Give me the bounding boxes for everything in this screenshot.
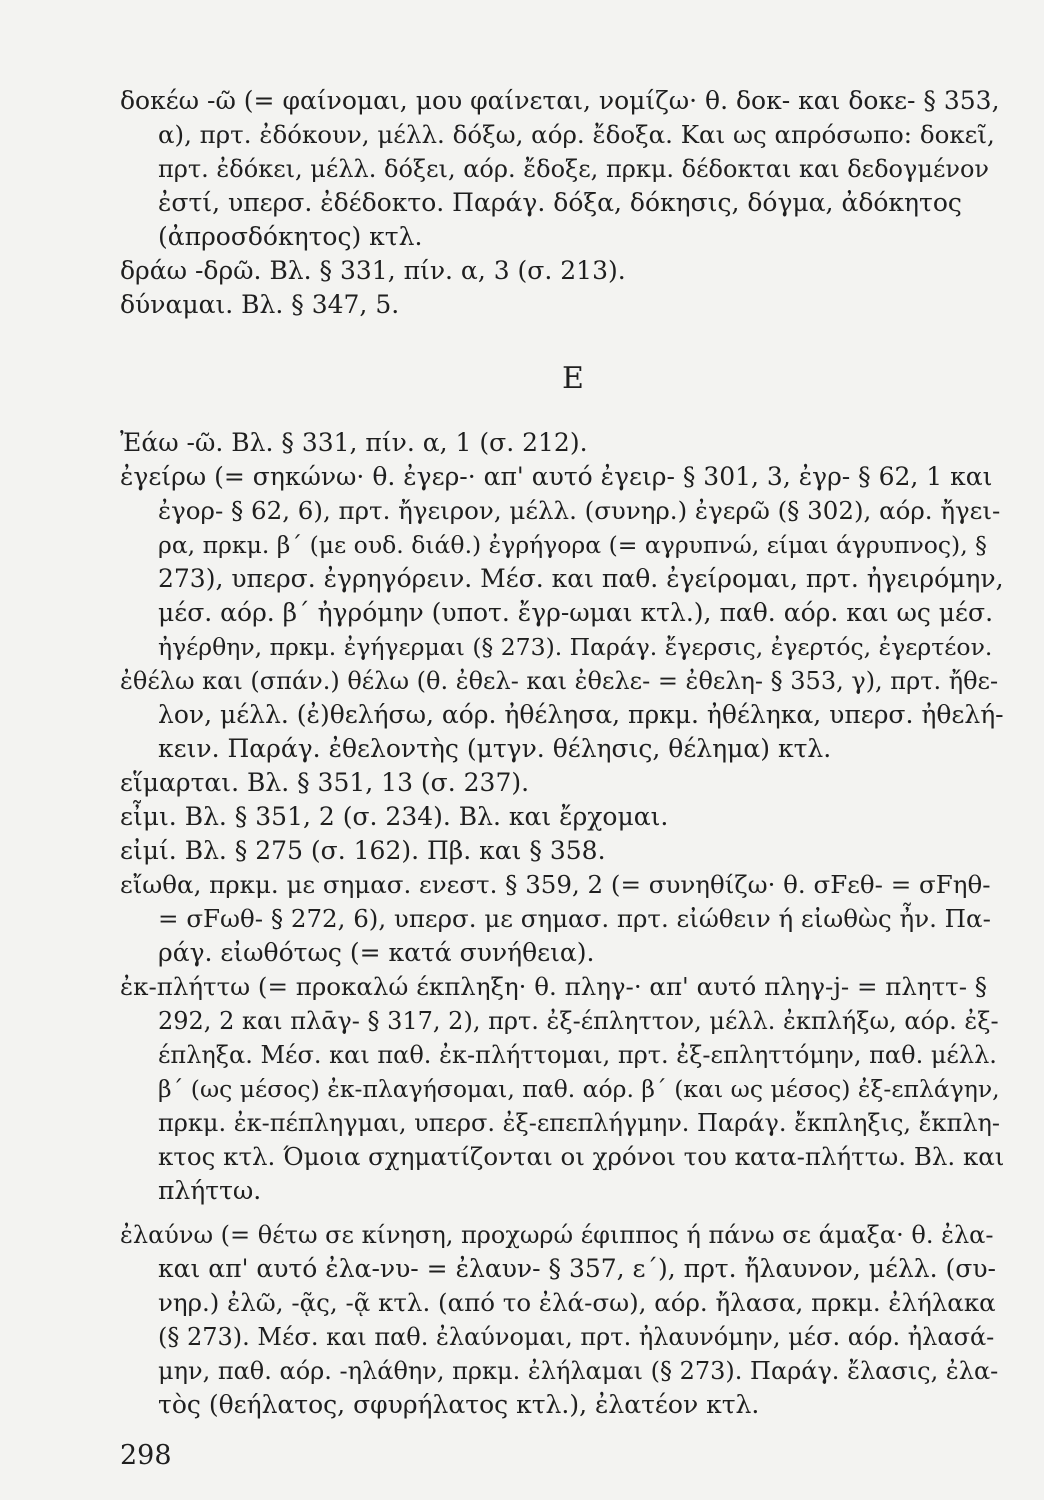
section-letter: Ε: [562, 361, 584, 396]
text-line: πρκμ. ἐκ-πέπληγμαι, υπερσ. ἐξ-επεπλήγμην. Παράγ. ἔκπληξις, ἔκπλη-: [158, 1109, 1001, 1137]
text-line: εἶμι. Βλ. § 351, 2 (σ. 234). Βλ. και ἔρχομαι.: [120, 802, 669, 831]
text-line: ἠγέρθην, πρκμ. ἐγήγερμαι (§ 273). Παράγ. ἔγερσις, ἐγερτός, ἐγερτέον.: [158, 633, 993, 661]
text-line: β΄ (ως μέσος) ἐκ-πλαγήσομαι, παθ. αόρ. β΄ (και ως μέσος) ἐξ-επλάγην,: [158, 1075, 1000, 1103]
text-line: νηρ.) ἐλῶ, -ᾷς, -ᾷ κτλ. (από το ἐλά-σω), αόρ. ἤλασα, πρκμ. ἐλήλακα: [158, 1288, 996, 1317]
text-line: δράω -δρῶ. Βλ. § 331, πίν. α, 3 (σ. 213).: [120, 256, 626, 285]
text-line: πλήττω.: [158, 1176, 262, 1205]
text-line: ἐστί, υπερσ. ἐδέδοκτο. Παράγ. δόξα, δόκησις, δόγμα, ἀδόκητος: [158, 188, 962, 217]
text-line: δοκέω -ῶ (= φαίνομαι, μου φαίνεται, νομίζω· θ. δοκ- και δοκε- § 353,: [120, 86, 1000, 115]
page-number: 298: [120, 1440, 172, 1471]
text-line: ἐλαύνω (= θέτω σε κίνηση, προχωρώ έφιππος ή πάνω σε άμαξα· θ. ἐλα-: [120, 1221, 994, 1249]
text-line: ράγ. εἰωθότως (= κατά συνήθεια).: [158, 938, 595, 967]
text-line: εἴωθα, πρκμ. με σημασ. ενεστ. § 359, 2 (= συνηθίζω· θ. σFεθ- = σFηθ-: [120, 870, 991, 899]
text-line: εἰμί. Βλ. § 275 (σ. 162). Πβ. και § 358.: [120, 836, 606, 865]
text-line: ἐθέλω και (σπάν.) θέλω (θ. ἐθελ- και ἐθελε- = ἐθελη- § 353, γ), πρτ. ἤθε-: [120, 667, 999, 695]
text-line: Ἐάω -ῶ. Βλ. § 331, πίν. α, 1 (σ. 212).: [120, 428, 588, 457]
text-line: = σFωθ- § 272, 6), υπερσ. με σημασ. πρτ. εἰώθειν ή εἰωθὼς ἦν. Πα-: [158, 904, 991, 933]
text-line: ρα, πρκμ. β΄ (με ουδ. διάθ.) ἐγρήγορα (= αγρυπνώ, είμαι άγρυπνος), §: [158, 531, 987, 559]
text-line: κτος κτλ. Όμοια σχηματίζονται οι χρόνοι του κατα-πλήττω. Βλ. και: [158, 1142, 1005, 1171]
text-line: ἐγορ- § 62, 6), πρτ. ἤγειρον, μέλλ. (συνηρ.) ἐγερῶ (§ 302), αόρ. ἤγει-: [158, 496, 1001, 525]
text-line: έπληξα. Μέσ. και παθ. ἐκ-πλήττομαι, πρτ. ἐξ-επληττόμην, παθ. μέλλ.: [158, 1041, 997, 1069]
text-line: 292, 2 και πλᾱγ- § 317, 2), πρτ. ἐξ-έπληττον, μέλλ. ἐκπλήξω, αόρ. ἐξ-: [158, 1007, 999, 1035]
text-line: 273), υπερσ. ἐγρηγόρειν. Μέσ. και παθ. ἐγείρομαι, πρτ. ἠγειρόμην,: [158, 564, 1004, 593]
text-line: ἐκ-πλήττω (= προκαλώ έκπληξη· θ. πληγ-· απ' αυτό πληγ-j- = πληττ- §: [120, 972, 988, 1001]
text-line: και απ' αυτό ἐλα-νυ- = ἐλαυν- § 357, ε΄), πρτ. ἤλαυνον, μέλλ. (συ-: [158, 1254, 997, 1283]
text-line: α), πρτ. ἐδόκουν, μέλλ. δόξω, αόρ. ἔδοξα. Και ως απρόσωπο: δοκεῖ,: [158, 120, 995, 149]
text-line: κειν. Παράγ. ἐθελοντὴς (μτγν. θέλησις, θέλημα) κτλ.: [158, 734, 832, 763]
text-line: τὸς (θεήλατος, σφυρήλατος κτλ.), ἐλατέον κτλ.: [158, 1390, 760, 1419]
text-line: (ἀπροσδόκητος) κτλ.: [158, 222, 423, 251]
text-line: δύναμαι. Βλ. § 347, 5.: [120, 290, 400, 319]
text-line: (§ 273). Μέσ. και παθ. ἐλαύνομαι, πρτ. ἠλαυνόμην, μέσ. αόρ. ἠλασά-: [158, 1323, 995, 1351]
text-line: εἵμαρται. Βλ. § 351, 13 (σ. 237).: [120, 768, 530, 797]
text-line: ἐγείρω (= σηκώνω· θ. ἐγερ-· απ' αυτό ἐγειρ- § 301, 3, ἐγρ- § 62, 1 και: [120, 462, 993, 491]
text-line: μέσ. αόρ. β΄ ἠγρόμην (υποτ. ἔγρ-ωμαι κτλ.), παθ. αόρ. και ως μέσ.: [158, 598, 994, 627]
text-line: μην, παθ. αόρ. -ηλάθην, πρκμ. ἐλήλαμαι (§ 273). Παράγ. ἔλασις, ἐλα-: [158, 1357, 999, 1385]
text-line: λον, μέλλ. (ἐ)θελήσω, αόρ. ἠθέλησα, πρκμ. ἠθέληκα, υπερσ. ἠθελή-: [158, 700, 1004, 729]
text-line: πρτ. ἐδόκει, μέλλ. δόξει, αόρ. ἔδοξε, πρκμ. δέδοκται και δεδογμένον: [158, 155, 990, 183]
